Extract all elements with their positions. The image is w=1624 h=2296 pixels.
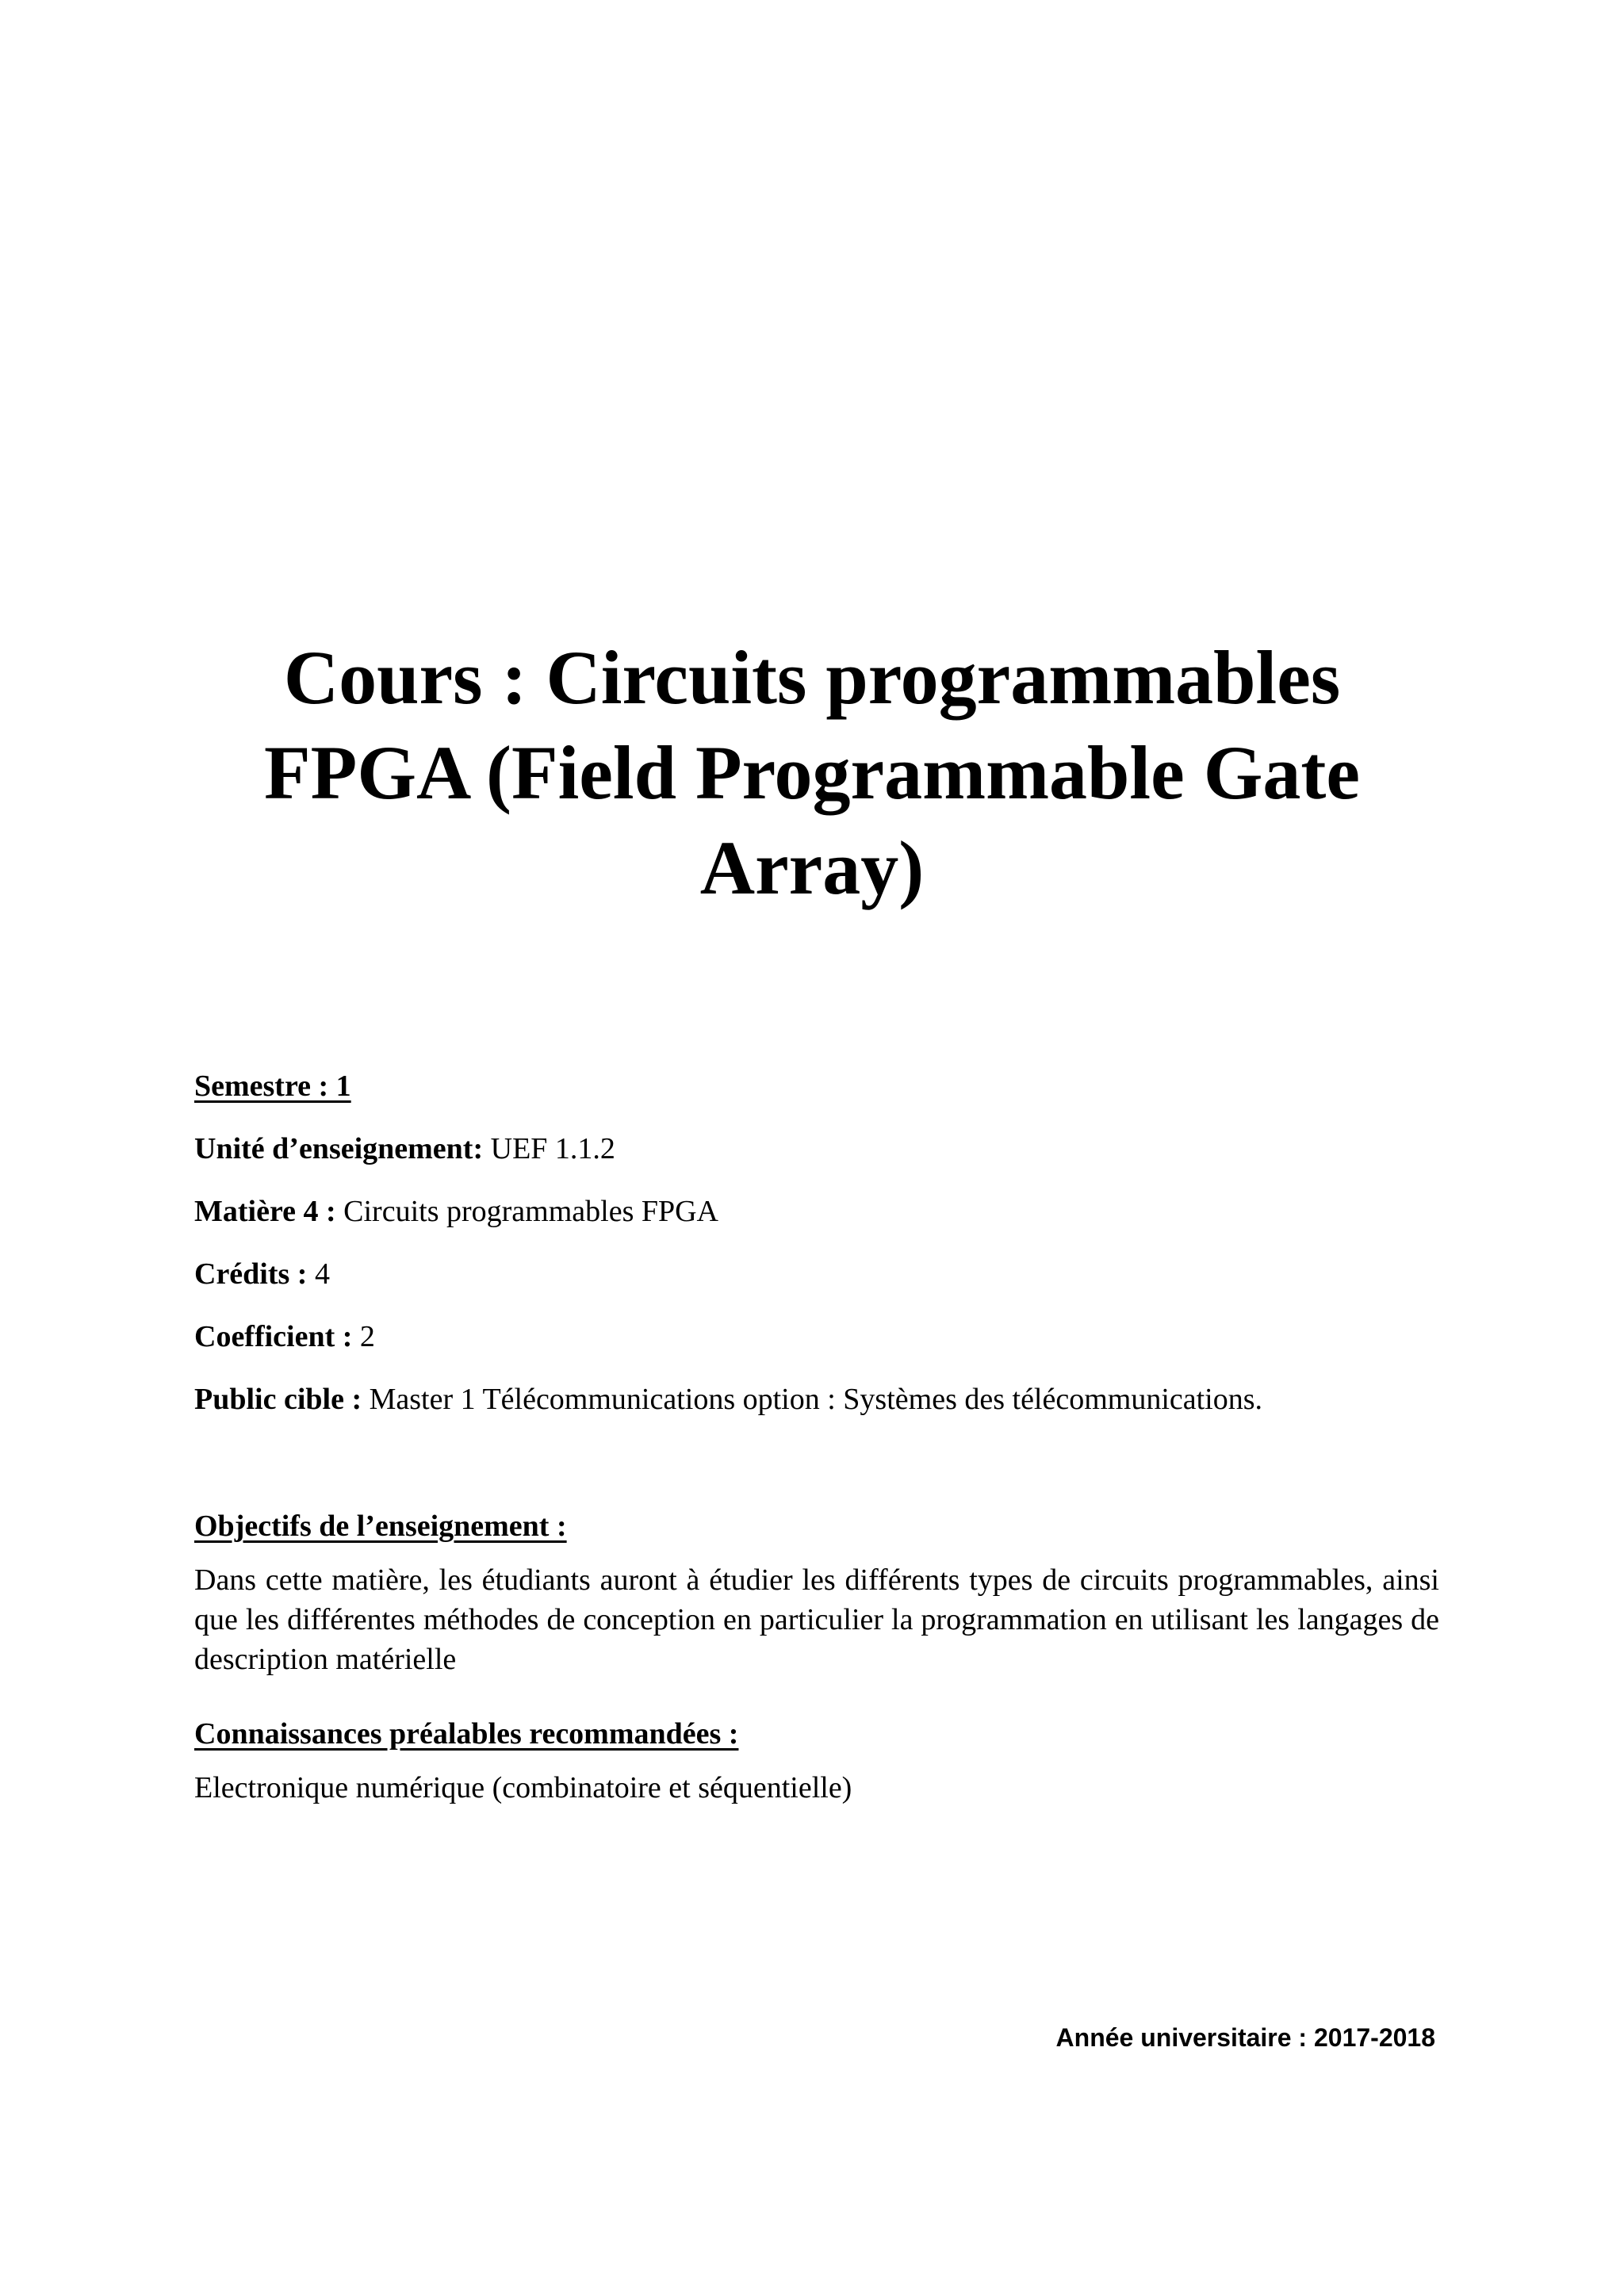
objectifs-section xyxy=(194,1506,1439,1679)
coefficient-line xyxy=(194,1317,1439,1357)
title-line-1: Cours : Circuits programmables xyxy=(283,635,1341,720)
title-line-3: Array) xyxy=(699,825,925,910)
credits-line xyxy=(194,1254,1439,1294)
public-label: Public cible : xyxy=(194,1383,362,1416)
public-value: Master 1 Télécommunications option : Systèmes des télécommunications. xyxy=(362,1383,1263,1416)
semestre-line xyxy=(194,1066,1439,1106)
connaissances-body: Electronique numérique (combinatoire et séquentielle) xyxy=(194,1771,852,1804)
semestre-label: Semestre : 1 xyxy=(194,1070,351,1103)
course-info xyxy=(194,1066,1439,1442)
matiere-label: Matière 4 : xyxy=(194,1195,336,1228)
connaissances-heading: Connaissances préalables recommandées : xyxy=(194,1717,739,1751)
objectifs-heading: Objectifs de l’enseignement : xyxy=(194,1510,567,1543)
unite-value: UEF 1.1.2 xyxy=(483,1132,615,1165)
unite-label: Unité d’enseignement: xyxy=(194,1132,484,1165)
objectifs-body: Dans cette matière, les étudiants auront à étudier les différents types de circuits programmables, ainsi que les différentes méthodes de conception en particulier la programmation en utilisant les langages de description matérielle xyxy=(194,1563,1439,1676)
title-line-2: FPGA (Field Programmable Gate xyxy=(264,730,1360,815)
coefficient-value: 2 xyxy=(352,1320,375,1353)
matiere-value: Circuits programmables FPGA xyxy=(335,1195,719,1228)
credits-value: 4 xyxy=(307,1257,330,1291)
credits-label: Crédits : xyxy=(194,1257,308,1291)
document-title xyxy=(190,630,1434,916)
matiere-line xyxy=(194,1192,1439,1231)
connaissances-section xyxy=(194,1714,1439,1808)
coefficient-label: Coefficient : xyxy=(194,1320,353,1353)
academic-year: Année universitaire : 2017-2018 xyxy=(1055,2023,1435,2052)
unite-line xyxy=(194,1129,1439,1169)
public-line xyxy=(194,1380,1439,1419)
